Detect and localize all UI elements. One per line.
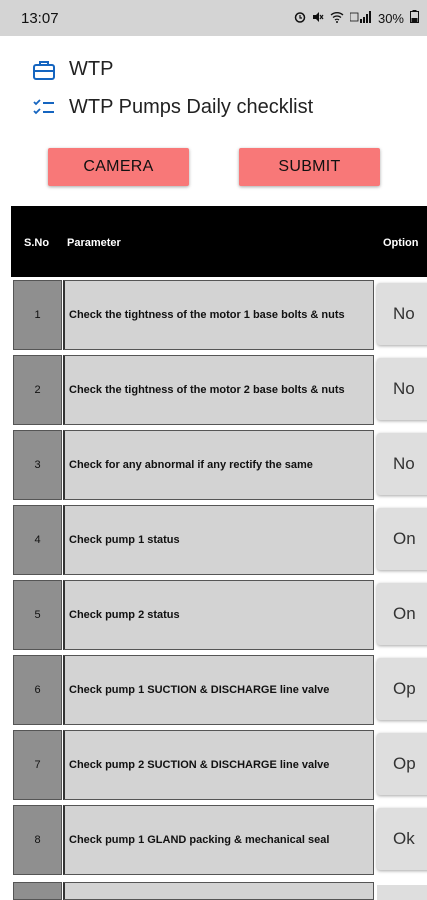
table-header	[11, 206, 427, 277]
table-row	[11, 502, 427, 577]
row-sno: 2	[13, 355, 62, 425]
row-parameter: Check pump 2 SUCTION & DISCHARGE line valve	[63, 730, 374, 800]
row-sno: 7	[13, 730, 62, 800]
checklist-title: WTP Pumps Daily checklist	[69, 96, 314, 118]
app-name: WTP	[69, 58, 114, 80]
signal-icon	[350, 11, 372, 26]
row-parameter: Check pump 1 SUCTION & DISCHARGE line valve	[63, 655, 374, 725]
alarm-icon	[294, 11, 306, 26]
row-parameter: Check the tightness of the motor 1 base bolts & nuts	[63, 280, 374, 350]
option-select[interactable]: Op	[377, 658, 427, 720]
row-parameter: Check pump 1 GLAND packing & mechanical seal	[63, 805, 374, 875]
row-sno: 6	[13, 655, 62, 725]
column-header-parameter: Parameter	[67, 237, 121, 249]
checklist-header	[33, 96, 313, 119]
column-header-sno: S.No	[24, 237, 50, 249]
row-parameter: Check for any abnormal if any rectify the same	[63, 430, 374, 500]
camera-button[interactable]: CAMERA	[48, 148, 189, 186]
battery-icon	[410, 10, 419, 26]
table-row	[11, 352, 427, 427]
table-row	[11, 652, 427, 727]
briefcase-icon	[33, 59, 55, 81]
option-select[interactable]: No	[377, 433, 427, 495]
battery-text: 30%	[377, 10, 404, 26]
table-row-partial	[11, 882, 427, 900]
option-select[interactable]: On	[377, 508, 427, 570]
status-bar	[0, 0, 427, 36]
table-row	[11, 577, 427, 652]
option-select[interactable]: No	[377, 358, 427, 420]
submit-button[interactable]: SUBMIT	[239, 148, 380, 186]
row-parameter: Check pump 2 status	[63, 580, 374, 650]
row-sno: 4	[13, 505, 62, 575]
checklist-table	[11, 206, 427, 877]
row-parameter	[63, 882, 374, 900]
table-row	[11, 427, 427, 502]
option-select[interactable]	[377, 885, 427, 900]
row-parameter: Check the tightness of the motor 2 base bolts & nuts	[63, 355, 374, 425]
option-select[interactable]: Ok	[377, 808, 427, 870]
table-row	[11, 802, 427, 877]
option-select[interactable]: On	[377, 583, 427, 645]
table-row	[11, 277, 427, 352]
wifi-icon	[330, 11, 344, 26]
app-header	[33, 58, 113, 81]
row-sno	[13, 882, 62, 900]
table-row	[11, 727, 427, 802]
status-time: 13:07	[21, 10, 59, 27]
row-sno: 5	[13, 580, 62, 650]
row-sno: 3	[13, 430, 62, 500]
row-sno: 8	[13, 805, 62, 875]
mute-icon	[312, 11, 324, 26]
row-sno: 1	[13, 280, 62, 350]
option-select[interactable]: Op	[377, 733, 427, 795]
column-header-option: Option	[383, 237, 419, 249]
checklist-icon	[33, 97, 55, 119]
option-select[interactable]: No	[377, 283, 427, 345]
status-icons	[294, 10, 419, 26]
row-parameter: Check pump 1 status	[63, 505, 374, 575]
